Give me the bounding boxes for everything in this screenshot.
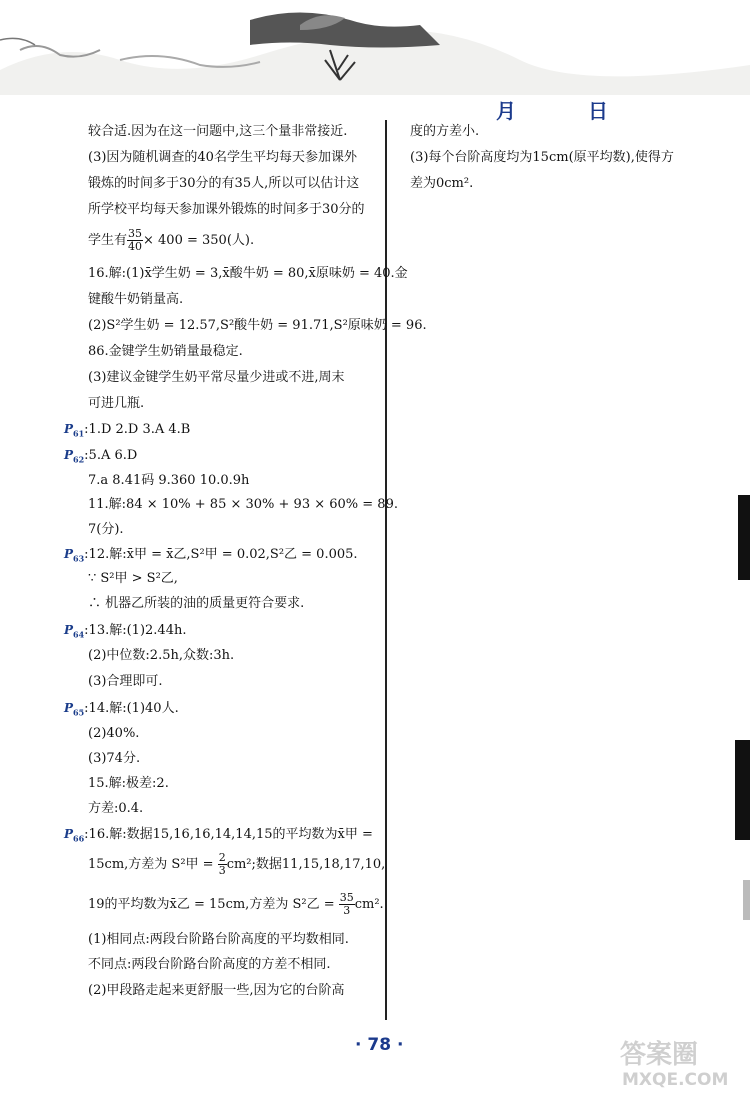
- text-line: 较合适.因为在这一问题中,这三个量非常接近.: [88, 124, 348, 139]
- page-ref-marker: [64, 448, 85, 465]
- text-segment: 学生有: [88, 233, 128, 248]
- fraction-numerator: 35: [128, 227, 143, 240]
- text-line: 7.a 8.41码 9.360 10.0.9h: [88, 473, 250, 488]
- page-ref-letter: P: [64, 422, 74, 436]
- text-line: ∵ S²甲 > S²乙,: [88, 571, 178, 586]
- page-ref-line: [64, 622, 186, 642]
- fraction-denominator: 40: [128, 240, 143, 253]
- text-line: 键酸牛奶销量高.: [88, 292, 184, 307]
- fraction-numerator: 2: [218, 851, 226, 864]
- text-segment: :12.解:x̄甲 = x̄乙,S²甲 = 0.02,S²乙 = 0.005.: [84, 547, 358, 562]
- text-line-fraction: [88, 852, 385, 877]
- text-line: 86.金键学生奶销量最稳定.: [88, 344, 243, 359]
- text-line: 方差:0.4.: [88, 801, 144, 816]
- text-line-fraction: [88, 228, 254, 253]
- page-ref-line: [64, 826, 373, 846]
- text-line-fraction: [88, 892, 384, 917]
- page-ref-marker: [64, 547, 85, 564]
- text-line: 可进几瓶.: [88, 396, 145, 411]
- text-line: (3)合理即可.: [88, 674, 163, 689]
- text-line: (2)S²学生奶 = 12.57,S²酸牛奶 = 91.71,S²原味奶 = 96.: [88, 318, 427, 333]
- page-ref-marker: [64, 422, 85, 439]
- date-month-label: 月: [496, 99, 516, 123]
- fraction: [127, 228, 143, 253]
- scan-edge-artifact: [735, 740, 750, 840]
- fraction: [339, 892, 355, 917]
- fraction-denominator: 3: [218, 864, 226, 877]
- text-line: 所学校平均每天参加课外锻炼的时间多于30分的: [88, 202, 365, 217]
- page-number: · 78 ·: [355, 1035, 404, 1055]
- text-segment: :13.解:(1)2.44h.: [84, 623, 187, 638]
- text-line: 16.解:(1)x̄学生奶 = 3,x̄酸牛奶 = 80,x̄原味奶 = 40.金: [88, 266, 408, 281]
- text-segment: :14.解:(1)40人.: [84, 701, 179, 716]
- text-segment: :16.解:数据15,16,16,14,14,15的平均数为x̄甲 =: [84, 827, 373, 842]
- text-line: 锻炼的时间多于30分的有35人,所以可以估计这: [88, 176, 360, 191]
- page-ref-number: 64: [73, 629, 85, 640]
- text-line: 度的方差小.: [410, 124, 480, 139]
- text-line: (3)每个台阶高度均为15cm(原平均数),使得方: [410, 150, 674, 165]
- page-ref-number: 63: [73, 553, 85, 564]
- text-line: (2)甲段路走起来更舒服一些,因为它的台阶高: [88, 983, 345, 998]
- page-ref-letter: P: [64, 547, 74, 561]
- page-ref-letter: P: [64, 623, 74, 637]
- date-day-label: 日: [588, 99, 608, 123]
- text-segment: cm²;数据11,15,18,17,10,: [226, 857, 386, 872]
- scan-edge-artifact: [738, 495, 750, 580]
- text-segment: :5.A 6.D: [84, 448, 138, 463]
- text-segment: × 400 = 350(人).: [143, 233, 255, 248]
- page-ref-number: 61: [73, 428, 85, 439]
- text-segment: 19的平均数为x̄乙 = 15cm,方差为 S²乙 =: [88, 897, 339, 912]
- page-ref-line: [64, 421, 190, 441]
- watermark-url: MXQE.COM: [622, 1070, 729, 1090]
- watermark: [620, 1030, 750, 1099]
- text-line: 11.解:84 × 10% + 85 × 30% + 93 × 60% = 89.: [88, 497, 398, 512]
- fraction: [218, 852, 227, 877]
- page-ref-marker: [64, 623, 85, 640]
- column-divider: [385, 120, 387, 1020]
- page-ref-letter: P: [64, 448, 74, 462]
- page-ref-line: [64, 700, 179, 720]
- watermark-title: 答案圈: [620, 1040, 699, 1070]
- text-line: (1)相同点:两段台阶路台阶高度的平均数相同.: [88, 932, 349, 947]
- text-line: ∴ 机器乙所装的油的质量更符合要求.: [88, 596, 305, 611]
- page-ref-letter: P: [64, 701, 74, 715]
- scan-edge-artifact: [743, 880, 750, 920]
- text-line: (3)建议金键学生奶平常尽量少进或不进,周末: [88, 370, 345, 385]
- fraction-denominator: 3: [343, 904, 351, 917]
- text-line: (2)40%.: [88, 726, 140, 741]
- page-ref-line: [64, 546, 358, 566]
- text-line: (3)因为随机调查的40名学生平均每天参加课外: [88, 150, 357, 165]
- page-ref-number: 65: [73, 707, 85, 718]
- page-ref-letter: P: [64, 827, 74, 841]
- text-line: 差为0cm².: [410, 176, 474, 191]
- text-line: 不同点:两段台阶路台阶高度的方差不相同.: [88, 957, 331, 972]
- page-ref-marker: [64, 827, 85, 844]
- text-line: 15.解:极差:2.: [88, 776, 169, 791]
- page-ref-number: 66: [73, 833, 85, 844]
- text-line: (2)中位数:2.5h,众数:3h.: [88, 648, 235, 663]
- text-segment: :1.D 2.D 3.A 4.B: [84, 422, 191, 437]
- page-ref-number: 62: [73, 454, 85, 465]
- page-ref-line: [64, 447, 137, 467]
- fraction-numerator: 35: [339, 891, 354, 904]
- text-segment: cm².: [354, 897, 384, 912]
- landscape-banner: [0, 0, 750, 95]
- text-line: (3)74分.: [88, 751, 141, 766]
- text-segment: 15cm,方差为 S²甲 =: [88, 857, 218, 872]
- page-ref-marker: [64, 701, 85, 718]
- text-line: 7(分).: [88, 522, 124, 537]
